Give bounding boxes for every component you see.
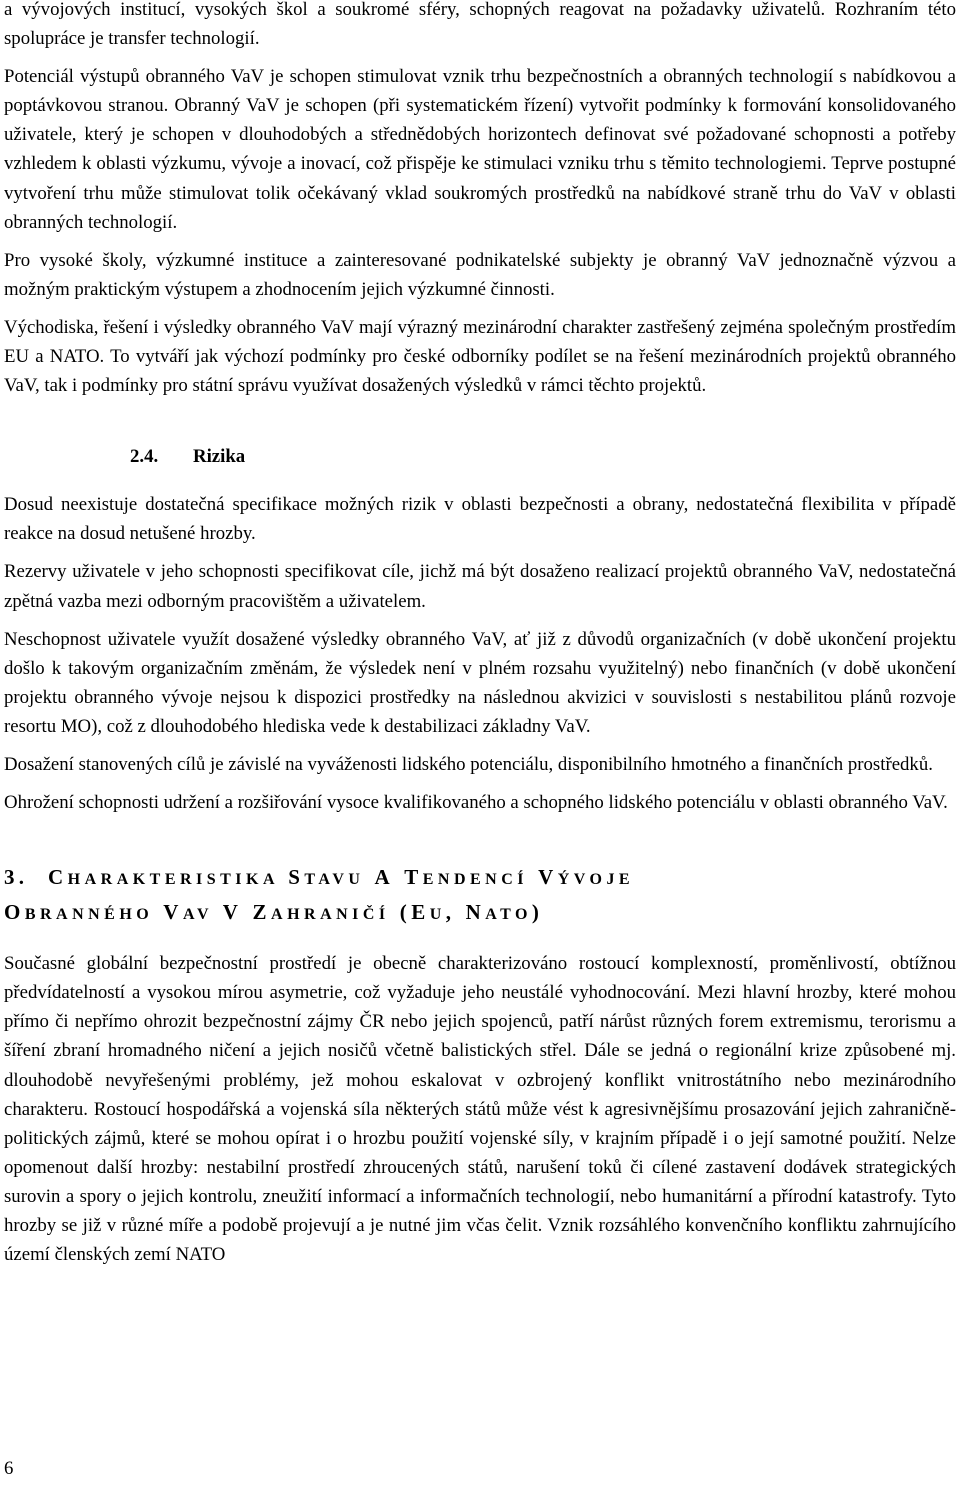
paragraph-security-environment: Současné globální bezpečnostní prostředí je obecně charakterizováno rostoucí komplexností, proměnlivostí, obtížnou předvídatelností a vysokou mírou asymetrie, což vyžaduje jeho neustálé vyhodnocování. Mezi hlavní hrozby, které mohou přímo či nepřímo ohrozit bezpečnostní zájmy ČR nebo jejich spojenců, patří nárůst různých forem extremismu, terorismu a šíření zbraní hromadného ničení a jejich nosičů včetně balistických střel. Dále se jedná o regionální krize způsobené mj. dlouhodobě nevyřešenými problémy, jež mohou eskalovat v ozbrojený konflikt vnitrostátního nebo mezinárodního charakteru. Rostoucí hospodářská a vojenská síla některých států může vést k agresivnějšímu prosazování jejich zahraničně-politických zájmů, které se mohou opírat i o hrozbu použití vojenské síly, v krajním případě i o její samotné použití. Nelze opomenout další hrozby: nestabilní prostředí zhroucených států, narušení toků či cílené zastavení dodávek strategických surovin a spory o jejich kontrolu, zneužití informací a informačních technologií, nebo humanitární a přírodní katastrofy. Tyto hrozby se již v různé míře a podobě projevují a je nutné jim včas čelit. Vznik rozsáhlého konvenčního konfliktu zahrnujícího území členských zemí NATO xyxy=(4,953,956,1266)
paragraph-risk-human-potential: Ohrožení schopnosti udržení a rozšiřování vysoce kvalifikovaného a schopného lidského potenciálu v oblasti obranného VaV. xyxy=(4,792,948,814)
section-heading-risks xyxy=(130,442,956,471)
chapter-number: 3. xyxy=(4,865,29,890)
paragraph-risk-specification: Dosud neexistuje dostatečná specifikace možných rizik v oblasti bezpečnosti a obrany, nedostatečná flexibilita v případě reakce na dosud netušené hrozby. xyxy=(4,494,956,545)
paragraph-transfer: a vývojových institucí, vysokých škol a soukromé sféry, schopných reagovat na požadavky uživatelů. Rozhraním této spolupráce je transfer technologií. xyxy=(4,0,956,50)
paragraph-potential: Potenciál výstupů obranného VaV je schopen stimulovat vznik trhu bezpečnostních a obranných technologií s nabídkovou a poptávkovou stranou. Obranný VaV je schopen (při systematickém řízení) vytvořit podmínky k formování konsolidovaného uživatele, který je schopen v dlouhodobých a střednědobých horizontech definovat své požadované schopnosti a potřeby vzhledem k oblasti výzkumu, vývoje a inovací, což přispěje ke stimulaci vzniku trhu s těmito technologiemi. Teprve postupné vytvoření trhu může stimulovat tolik očekávaný vklad soukromých prostředků na nabídkové straně trhu do VaV v oblasti obranných technologií. xyxy=(4,66,956,233)
paragraph-risk-balance: Dosažení stanovených cílů je závislé na vyváženosti lidského potenciálu, disponibilního hmotného a finančních prostředků. xyxy=(4,753,933,775)
chapter-title-line1: CHARAKTERISTIKA STAVU A TENDENCÍ VÝVOJE xyxy=(48,865,635,890)
document-page xyxy=(4,0,956,1269)
page-number: 6 xyxy=(4,1458,14,1479)
paragraph-risk-inability: Neschopnost uživatele využít dosažené výsledky obranného VaV, ať již z důvodů organizačních (v době ukončení projektu došlo k takovým organizačním změnám, že výsledek není v plném rozsahu využitelný) nebo finančních (v době ukončení projektu obranného vývoje nejsou k dispozici prostředky na následnou akvizici v souvislosti s nestabilitou plánů rozvoje resortu MO), což z dlouhodobého hlediska vede k destabilizaci základny VaV. xyxy=(4,628,956,737)
paragraph-risk-user-reserves: Rezervy uživatele v jeho schopnosti specifikovat cíle, jichž má být dosaženo realizací projektů obranného VaV, nedostatečná zpětná vazba mezi odborným pracovištěm a uživatelem. xyxy=(4,561,956,612)
paragraph-international: Východiska, řešení i výsledky obranného VaV mají výrazný mezinárodní charakter zastřešený zejména společným prostředím EU a NATO. To vytváří jak výchozí podmínky pro české odborníky podílet se na řešení mezinárodních projektů obranného VaV, tak i podmínky pro státní správu využívat dosažených výsledků v rámci těchto projektů. xyxy=(4,316,956,397)
section-number: 2.4. xyxy=(130,446,159,468)
chapter-heading xyxy=(4,862,956,930)
paragraph-universities: Pro vysoké školy, výzkumné instituce a zainteresované podnikatelské subjekty je obranný VaV jednoznačně výzvou a možným praktickým výstupem a zhodnocením jejich výzkumné činnosti. xyxy=(4,249,956,300)
section-title: Rizika xyxy=(193,446,246,468)
chapter-title-line2: OBRANNÉHO VAV V ZAHRANIČÍ (EU, NATO) xyxy=(4,900,544,925)
